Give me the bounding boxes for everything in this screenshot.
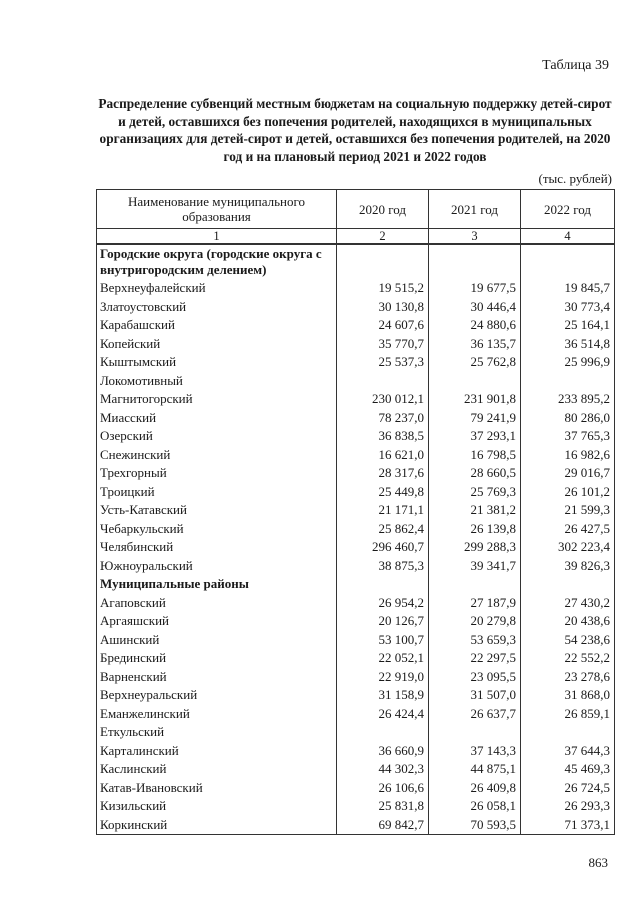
table-row: [97, 316, 615, 335]
value-2022: 45 469,3: [521, 760, 615, 779]
table-row: [97, 705, 615, 724]
municipality-name: Агаповский: [97, 594, 337, 613]
municipality-name: Еткульский: [97, 723, 337, 742]
value-2020: 53 100,7: [337, 631, 429, 650]
municipality-name: Брединский: [97, 649, 337, 668]
value-2020: 20 126,7: [337, 612, 429, 631]
value-2022: [521, 723, 615, 742]
municipality-name: Карабашский: [97, 316, 337, 335]
section-label: Муниципальные районы: [97, 575, 337, 594]
municipality-name: Локомотивный: [97, 372, 337, 391]
value-2020: 30 130,8: [337, 298, 429, 317]
value-2020: 16 621,0: [337, 446, 429, 465]
value-2020: 26 424,4: [337, 705, 429, 724]
value-2020: 36 660,9: [337, 742, 429, 761]
value-2020: 25 537,3: [337, 353, 429, 372]
table-row: [97, 612, 615, 631]
value-2021: 31 507,0: [429, 686, 521, 705]
table-row: [97, 538, 615, 557]
value-2022: 20 438,6: [521, 612, 615, 631]
value-2020: [337, 723, 429, 742]
table-row: [97, 353, 615, 372]
column-number: 4: [521, 229, 615, 245]
section-header-row: [97, 244, 615, 279]
empty-cell: [429, 244, 521, 279]
municipality-name: Челябинский: [97, 538, 337, 557]
table-row: [97, 390, 615, 409]
municipality-name: Верхнеуральский: [97, 686, 337, 705]
table-header-row: [97, 190, 615, 229]
value-2020: 31 158,9: [337, 686, 429, 705]
value-2021: 22 297,5: [429, 649, 521, 668]
table-number: Таблица 39: [542, 58, 609, 73]
value-2021: 25 762,8: [429, 353, 521, 372]
municipality-name: Коркинский: [97, 816, 337, 835]
value-2020: 78 237,0: [337, 409, 429, 428]
value-2021: 36 135,7: [429, 335, 521, 354]
value-2021: 79 241,9: [429, 409, 521, 428]
table-row: [97, 723, 615, 742]
value-2021: 30 446,4: [429, 298, 521, 317]
value-2022: 25 164,1: [521, 316, 615, 335]
table-row: [97, 483, 615, 502]
value-2021: 53 659,3: [429, 631, 521, 650]
value-2021: 26 139,8: [429, 520, 521, 539]
municipality-name: Катав-Ивановский: [97, 779, 337, 798]
value-2021: 28 660,5: [429, 464, 521, 483]
value-2022: 71 373,1: [521, 816, 615, 835]
value-2022: 37 765,3: [521, 427, 615, 446]
units-label: (тыс. рублей): [538, 171, 612, 186]
table-row: [97, 594, 615, 613]
value-2022: 39 826,3: [521, 557, 615, 576]
value-2022: 30 773,4: [521, 298, 615, 317]
municipality-name: Златоустовский: [97, 298, 337, 317]
column-number: 1: [97, 229, 337, 245]
table-row: [97, 649, 615, 668]
value-2022: 233 895,2: [521, 390, 615, 409]
value-2022: 26 293,3: [521, 797, 615, 816]
value-2022: 29 016,7: [521, 464, 615, 483]
municipality-name: Усть-Катавский: [97, 501, 337, 520]
value-2022: 21 599,3: [521, 501, 615, 520]
value-2020: 26 106,6: [337, 779, 429, 798]
municipality-name: Карталинский: [97, 742, 337, 761]
value-2021: 299 288,3: [429, 538, 521, 557]
column-header-2020: 2020 год: [337, 190, 429, 229]
column-header-2022: 2022 год: [521, 190, 615, 229]
table-row: [97, 686, 615, 705]
column-number: 2: [337, 229, 429, 245]
column-number: 3: [429, 229, 521, 245]
value-2020: 296 460,7: [337, 538, 429, 557]
value-2020: 24 607,6: [337, 316, 429, 335]
municipality-name: Миасский: [97, 409, 337, 428]
table-row: [97, 631, 615, 650]
table-row: [97, 742, 615, 761]
value-2021: 37 293,1: [429, 427, 521, 446]
column-header-name: Наименование муниципального образования: [97, 190, 337, 229]
value-2022: 54 238,6: [521, 631, 615, 650]
municipality-name: Чебаркульский: [97, 520, 337, 539]
municipality-name: Еманжелинский: [97, 705, 337, 724]
table-row: [97, 668, 615, 687]
municipality-name: Ашинский: [97, 631, 337, 650]
table-row: [97, 464, 615, 483]
value-2021: 26 637,7: [429, 705, 521, 724]
value-2020: 38 875,3: [337, 557, 429, 576]
table-body: [97, 229, 615, 835]
municipality-name: Южноуральский: [97, 557, 337, 576]
value-2021: [429, 723, 521, 742]
value-2022: 80 286,0: [521, 409, 615, 428]
value-2021: 25 769,3: [429, 483, 521, 502]
value-2022: 31 868,0: [521, 686, 615, 705]
value-2021: 20 279,8: [429, 612, 521, 631]
table-row: [97, 779, 615, 798]
value-2020: 69 842,7: [337, 816, 429, 835]
value-2022: 26 724,5: [521, 779, 615, 798]
table-row: [97, 335, 615, 354]
value-2022: 26 101,2: [521, 483, 615, 502]
empty-cell: [521, 575, 615, 594]
municipality-name: Кыштымский: [97, 353, 337, 372]
value-2020: 22 052,1: [337, 649, 429, 668]
column-number-row: [97, 229, 615, 245]
value-2020: 25 449,8: [337, 483, 429, 502]
value-2020: 230 012,1: [337, 390, 429, 409]
value-2020: 22 919,0: [337, 668, 429, 687]
value-2021: 21 381,2: [429, 501, 521, 520]
table-row: [97, 520, 615, 539]
municipality-name: Магнитогорский: [97, 390, 337, 409]
value-2020: 21 171,1: [337, 501, 429, 520]
value-2022: 26 427,5: [521, 520, 615, 539]
table-row: [97, 760, 615, 779]
table-row: [97, 446, 615, 465]
table-row: [97, 279, 615, 298]
municipality-name: Снежинский: [97, 446, 337, 465]
municipality-name: Копейский: [97, 335, 337, 354]
municipality-name: Трехгорный: [97, 464, 337, 483]
value-2021: 23 095,5: [429, 668, 521, 687]
value-2021: 37 143,3: [429, 742, 521, 761]
value-2021: 26 409,8: [429, 779, 521, 798]
value-2020: 26 954,2: [337, 594, 429, 613]
value-2020: 25 831,8: [337, 797, 429, 816]
section-label: Городские округа (городские округа с внутригородским делением): [97, 244, 337, 279]
value-2022: [521, 372, 615, 391]
table-row: [97, 372, 615, 391]
value-2021: 24 880,6: [429, 316, 521, 335]
table-row: [97, 816, 615, 835]
value-2021: 70 593,5: [429, 816, 521, 835]
value-2022: 36 514,8: [521, 335, 615, 354]
municipality-name: Троицкий: [97, 483, 337, 502]
value-2022: 23 278,6: [521, 668, 615, 687]
table-row: [97, 298, 615, 317]
value-2022: 302 223,4: [521, 538, 615, 557]
value-2022: 27 430,2: [521, 594, 615, 613]
value-2021: 39 341,7: [429, 557, 521, 576]
empty-cell: [521, 244, 615, 279]
value-2020: 28 317,6: [337, 464, 429, 483]
value-2021: 19 677,5: [429, 279, 521, 298]
value-2020: 25 862,4: [337, 520, 429, 539]
page-number: 863: [588, 855, 608, 870]
municipality-name: Аргаяшский: [97, 612, 337, 631]
empty-cell: [337, 575, 429, 594]
value-2022: 26 859,1: [521, 705, 615, 724]
municipality-name: Варненский: [97, 668, 337, 687]
value-2020: 36 838,5: [337, 427, 429, 446]
value-2021: 27 187,9: [429, 594, 521, 613]
value-2022: 37 644,3: [521, 742, 615, 761]
table-row: [97, 427, 615, 446]
municipality-name: Озерский: [97, 427, 337, 446]
value-2020: 44 302,3: [337, 760, 429, 779]
table-row: [97, 501, 615, 520]
value-2021: 231 901,8: [429, 390, 521, 409]
value-2020: 35 770,7: [337, 335, 429, 354]
value-2021: [429, 372, 521, 391]
municipality-name: Каслинский: [97, 760, 337, 779]
subvention-table: [96, 189, 615, 835]
value-2022: 16 982,6: [521, 446, 615, 465]
value-2020: [337, 372, 429, 391]
municipality-name: Верхнеуфалейский: [97, 279, 337, 298]
document-title: Распределение субвенций местным бюджетам на социальную поддержку детей-сирот и детей, оставшихся без попечения родителей, находящихся в муниципальных организациях для детей-сирот и детей, оставшихся без попечения родителей, на 2020 год и на плановый период 2021 и 2022 годов: [98, 96, 612, 164]
value-2020: 19 515,2: [337, 279, 429, 298]
table-row: [97, 557, 615, 576]
table-row: [97, 797, 615, 816]
section-header-row: [97, 575, 615, 594]
value-2021: 16 798,5: [429, 446, 521, 465]
table-row: [97, 409, 615, 428]
empty-cell: [429, 575, 521, 594]
municipality-name: Кизильский: [97, 797, 337, 816]
value-2021: 44 875,1: [429, 760, 521, 779]
value-2022: 25 996,9: [521, 353, 615, 372]
column-header-2021: 2021 год: [429, 190, 521, 229]
value-2022: 19 845,7: [521, 279, 615, 298]
value-2022: 22 552,2: [521, 649, 615, 668]
value-2021: 26 058,1: [429, 797, 521, 816]
empty-cell: [337, 244, 429, 279]
